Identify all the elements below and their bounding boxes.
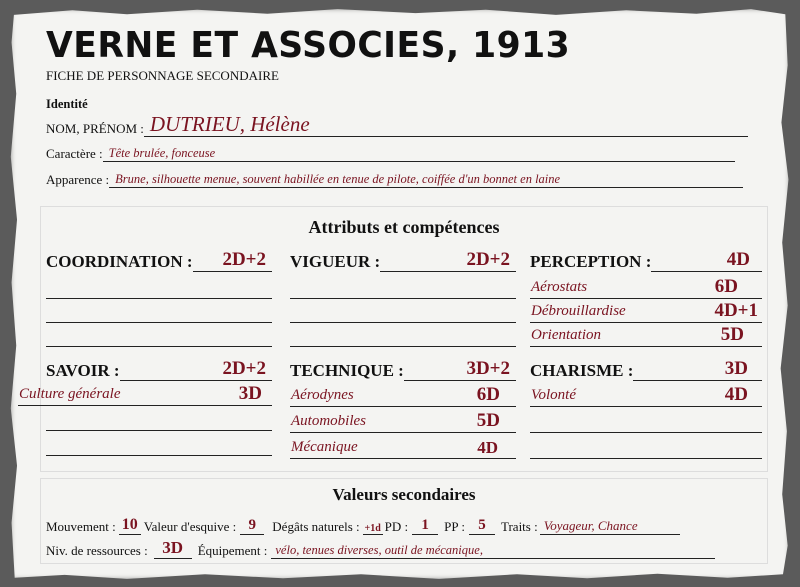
name-row <box>46 112 748 137</box>
degats-value: +1d <box>364 523 381 534</box>
savoir-dice: 2D+2 <box>222 358 266 379</box>
sheet-title: VERNE ET ASSOCIES, 1913 <box>46 25 571 66</box>
ressources-label: Niv. de ressources : <box>46 543 148 558</box>
attributes-heading: Attributs et compétences <box>308 217 500 237</box>
skill-row <box>290 410 516 433</box>
skill-name: Mécanique <box>291 439 358 455</box>
skill-name: Débrouillardise <box>531 303 626 319</box>
skill-dice: 6D <box>476 384 500 405</box>
skill-row <box>530 276 762 299</box>
skill-name: Orientation <box>531 327 601 343</box>
name-value: DUTRIEU, Hélène <box>144 112 748 137</box>
traits-label: Traits : <box>500 519 538 534</box>
skill-line <box>46 324 272 347</box>
savoir-label: SAVOIR : <box>46 361 120 380</box>
mouvement-label: Mouvement : <box>46 519 116 534</box>
coordination-attr <box>46 249 272 272</box>
charisme-dice: 3D <box>724 358 748 379</box>
vigueur-dice: 2D+2 <box>466 249 510 270</box>
character-label: Caractère : <box>46 146 103 161</box>
skill-row <box>290 384 516 407</box>
coordination-dice: 2D+2 <box>222 249 266 270</box>
skill-row <box>530 324 762 347</box>
skill-line <box>46 433 272 456</box>
skill-line <box>46 408 272 431</box>
charisme-attr <box>530 358 762 381</box>
coordination-label: COORDINATION : <box>46 252 193 271</box>
sheet-subtitle: FICHE DE PERSONNAGE SECONDAIRE <box>46 68 279 83</box>
degats-label: Dégâts naturels : <box>272 519 360 534</box>
appearance-row <box>46 172 743 188</box>
skill-line <box>290 276 516 299</box>
skill-line <box>46 300 272 323</box>
charisme-label: CHARISME : <box>530 361 634 380</box>
skill-line <box>290 324 516 347</box>
technique-attr <box>290 358 516 381</box>
skill-line <box>290 300 516 323</box>
skill-name: Culture générale <box>19 386 121 402</box>
secondary-row-1 <box>46 516 680 535</box>
vigueur-label: VIGUEUR : <box>290 252 381 271</box>
pp-label: PP : <box>444 519 465 534</box>
perception-label: PERCEPTION : <box>530 252 652 271</box>
skill-row <box>290 436 516 459</box>
skill-dice: 4D <box>477 438 498 457</box>
appearance-value: Brune, silhouette menue, souvent habillée en tenue de pilote, coiffée d'un bonnet en laine <box>109 172 743 188</box>
skill-name: Aérostats <box>531 279 588 295</box>
equipement-value: vélo, tenues diverses, outil de mécanique, <box>271 543 715 559</box>
skill-name: Aérodynes <box>291 387 354 403</box>
savoir-attr <box>46 358 272 381</box>
pp-value: 5 <box>469 517 495 535</box>
skill-dice: 4D <box>724 384 748 405</box>
character-value: Tête brulée, fonceuse <box>103 146 735 162</box>
appearance-label: Apparence : <box>46 172 110 187</box>
character-row <box>46 146 735 162</box>
secondary-row-2 <box>46 538 715 559</box>
perception-attr <box>530 249 762 272</box>
name-label: NOM, PRÉNOM : <box>46 121 144 136</box>
skill-row <box>530 384 762 407</box>
skill-dice: 6D <box>714 276 738 297</box>
skill-row <box>18 383 272 406</box>
pd-value: 1 <box>412 517 438 535</box>
identity-heading: Identité <box>46 97 88 111</box>
esquive-label: Valeur d'esquive : <box>143 519 237 534</box>
skill-line <box>530 436 762 459</box>
equipement-label: Équipement : <box>197 543 268 558</box>
secondary-heading: Valeurs secondaires <box>332 485 476 504</box>
skill-line <box>46 276 272 299</box>
skill-name: Volonté <box>531 387 576 403</box>
technique-dice: 3D+2 <box>466 358 510 379</box>
skill-dice: 5D <box>476 410 500 431</box>
skill-dice: 3D <box>238 383 262 404</box>
skill-line <box>530 410 762 433</box>
mouvement-value: 10 <box>119 516 141 535</box>
technique-label: TECHNIQUE : <box>290 361 404 380</box>
esquive-value: 9 <box>240 517 264 535</box>
ressources-value: 3D <box>154 538 192 559</box>
pd-label: PD : <box>384 519 409 534</box>
perception-dice: 4D <box>726 249 750 270</box>
skill-row <box>530 300 762 323</box>
vigueur-attr <box>290 249 516 272</box>
traits-value: Voyageur, Chance <box>540 518 680 535</box>
skill-dice: 4D+1 <box>714 300 758 321</box>
skill-dice: 5D <box>720 324 744 345</box>
skill-name: Automobiles <box>291 413 366 429</box>
